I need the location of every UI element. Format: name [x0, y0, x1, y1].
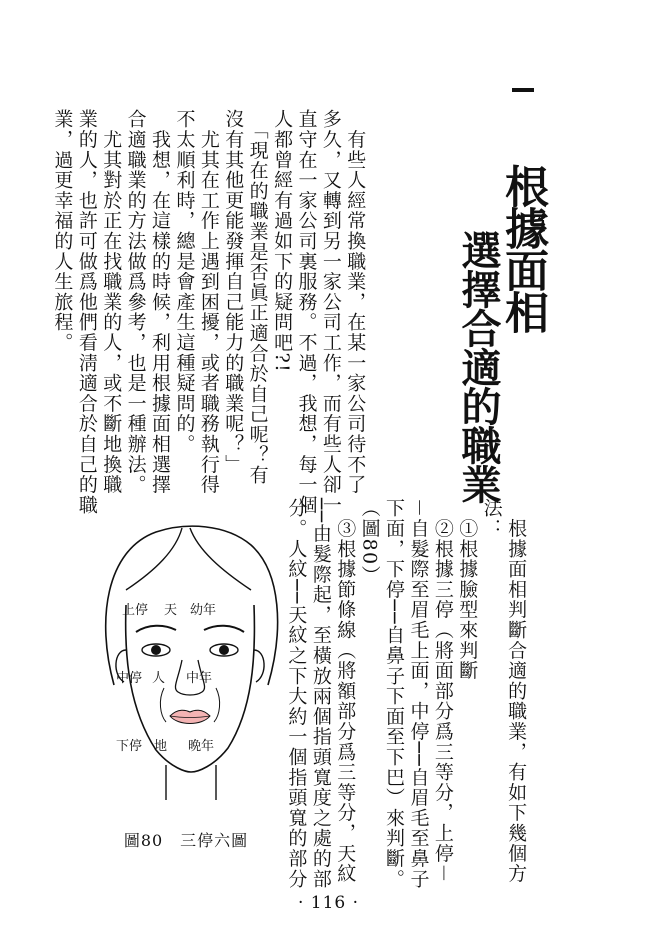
chapter-title: 根據面相: [497, 164, 548, 332]
hair-part: [126, 528, 182, 590]
neck: [166, 765, 216, 800]
title-number: [512, 88, 534, 92]
label-lower-right: 晩年: [188, 739, 215, 754]
intro-paragraphs: 有些人經常換職業，在某一家公司待不了 多久，又轉到另一家公司工作，而有些人卻一 直守在一家公司裏服務。不過，我想，每一個 人都曾經有過如下的疑問吧?! 「現在的職業是否眞正適合於自己呢？有 沒有其他更能發揮自己能力的職業呢？」 尤其在工作上遇到困擾，或者職務執行得 不太順利時，總是會產生這種疑問的。 我想，在這樣的時候，利用根據面相選擇 合適職業的方法做爲參考，也是一種辦法。 尤其對於正在找職業的人，或不斷地換職 業的人，也許可做爲他們看淸適合於自己的職 業，過更幸福的人生旅程。: [51, 109, 367, 515]
label-middle-right: 中年: [186, 671, 213, 686]
right-cheek-line: [214, 688, 220, 722]
method-text: 根據面相判斷合適的職業，有如下幾個方 法： ①根據臉型來判斷 ②根據三停（將面部分爲三等分，上停－ －自髮際至眉毛上面，中停──自眉毛至鼻子 下面，下停──自鼻子下面至下巴）來判斷。 （圖80） ③根據節條線（將額部分爲三等分，天紋 ──由髮際起，至橫放兩個指頭寬度之處的部 分。人紋──天紋之下大約一個指頭寬的部分: [285, 498, 528, 889]
label-lower-mid: 地: [154, 739, 168, 754]
label-upper-right: 幼年: [190, 603, 217, 618]
label-upper-mid: 天: [164, 603, 178, 618]
left-cheek-line: [160, 688, 166, 722]
chapter-subtitle: 選擇合適的職業: [455, 230, 501, 503]
figure-caption: 圖80 三停六圖: [123, 831, 249, 850]
face-illustration: [86, 510, 286, 800]
label-middle-left: 中停: [116, 671, 143, 686]
page-number: · 116 ·: [297, 893, 360, 913]
right-pupil: [219, 645, 229, 655]
left-pupil: [151, 645, 161, 655]
right-eyebrow: [204, 626, 244, 632]
right-ear: [254, 650, 264, 682]
label-lower-left: 下停: [116, 739, 143, 754]
left-eyebrow: [136, 626, 176, 632]
label-middle-mid: 人: [152, 671, 166, 686]
hair-part-right: [190, 528, 251, 590]
label-upper-left: 上停: [122, 603, 149, 618]
